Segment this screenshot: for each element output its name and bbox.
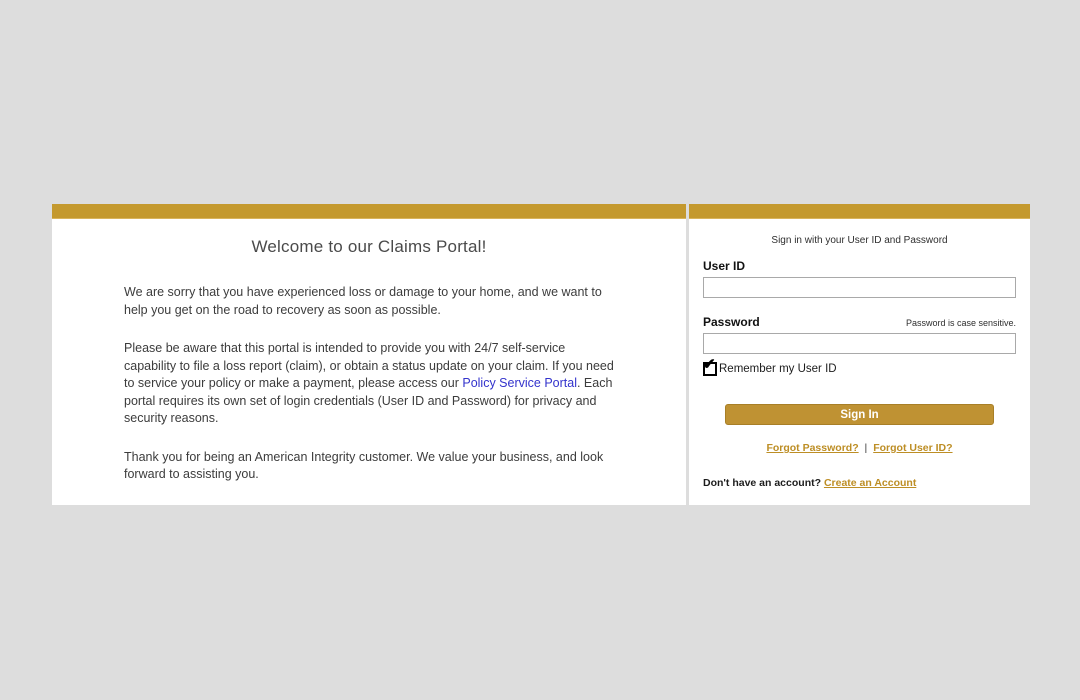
links-separator: |: [864, 442, 868, 454]
thanks-paragraph: Thank you for being an American Integrity customer. We value your business, and look forward to assisting you.: [124, 449, 604, 481]
signin-heading: Sign in with your User ID and Password: [771, 235, 948, 246]
policy-service-portal-link[interactable]: Policy Service Portal: [462, 376, 577, 390]
portal-info-text-after: . Each portal requires its own set of login credentials (User ID and Password) for privacy and security reasons.: [124, 376, 613, 425]
remember-row: [703, 356, 1016, 376]
remember-label: Remember my User ID: [719, 363, 837, 375]
welcome-text-block: [124, 284, 616, 484]
create-account-link[interactable]: Create an Account: [823, 477, 917, 489]
no-account-row: [703, 477, 1016, 489]
forgot-password-link[interactable]: Forgot Password?: [766, 442, 859, 454]
password-label: Password: [703, 315, 760, 329]
signin-panel: [689, 204, 1030, 505]
forgot-user-id-link[interactable]: Forgot User ID?: [873, 442, 953, 454]
forgot-links-row: [703, 442, 1016, 454]
check-icon: ✔: [703, 356, 716, 373]
remember-checkbox[interactable]: [703, 356, 717, 376]
password-label-row: [703, 315, 1016, 329]
password-hint: Password is case sensitive.: [905, 318, 1016, 328]
user-id-label: User ID: [703, 259, 746, 273]
no-account-text: Don't have an account?: [703, 477, 824, 489]
left-gold-top-bar: [52, 204, 686, 219]
right-gold-top-bar: [689, 204, 1030, 219]
welcome-heading: Welcome to our Claims Portal!: [251, 237, 487, 256]
portal-panels: [52, 204, 1030, 505]
claims-welcome-panel: [52, 204, 686, 505]
signin-form: [689, 235, 1030, 489]
portal-info-text-before: Please be aware that this portal is intended to provide you with 24/7 self-service capability to file a loss report (claim), or obtain a status update on your claim. If you need to service your policy or make a payment, please access our: [124, 341, 614, 390]
sign-in-button[interactable]: Sign In: [725, 404, 994, 425]
user-id-input[interactable]: [703, 277, 1016, 298]
portal-info-paragraph: [124, 340, 616, 428]
password-input[interactable]: [703, 333, 1016, 354]
intro-paragraph: We are sorry that you have experienced loss or damage to your home, and we want to help you get on the road to recovery as soon as possible.: [124, 285, 602, 317]
